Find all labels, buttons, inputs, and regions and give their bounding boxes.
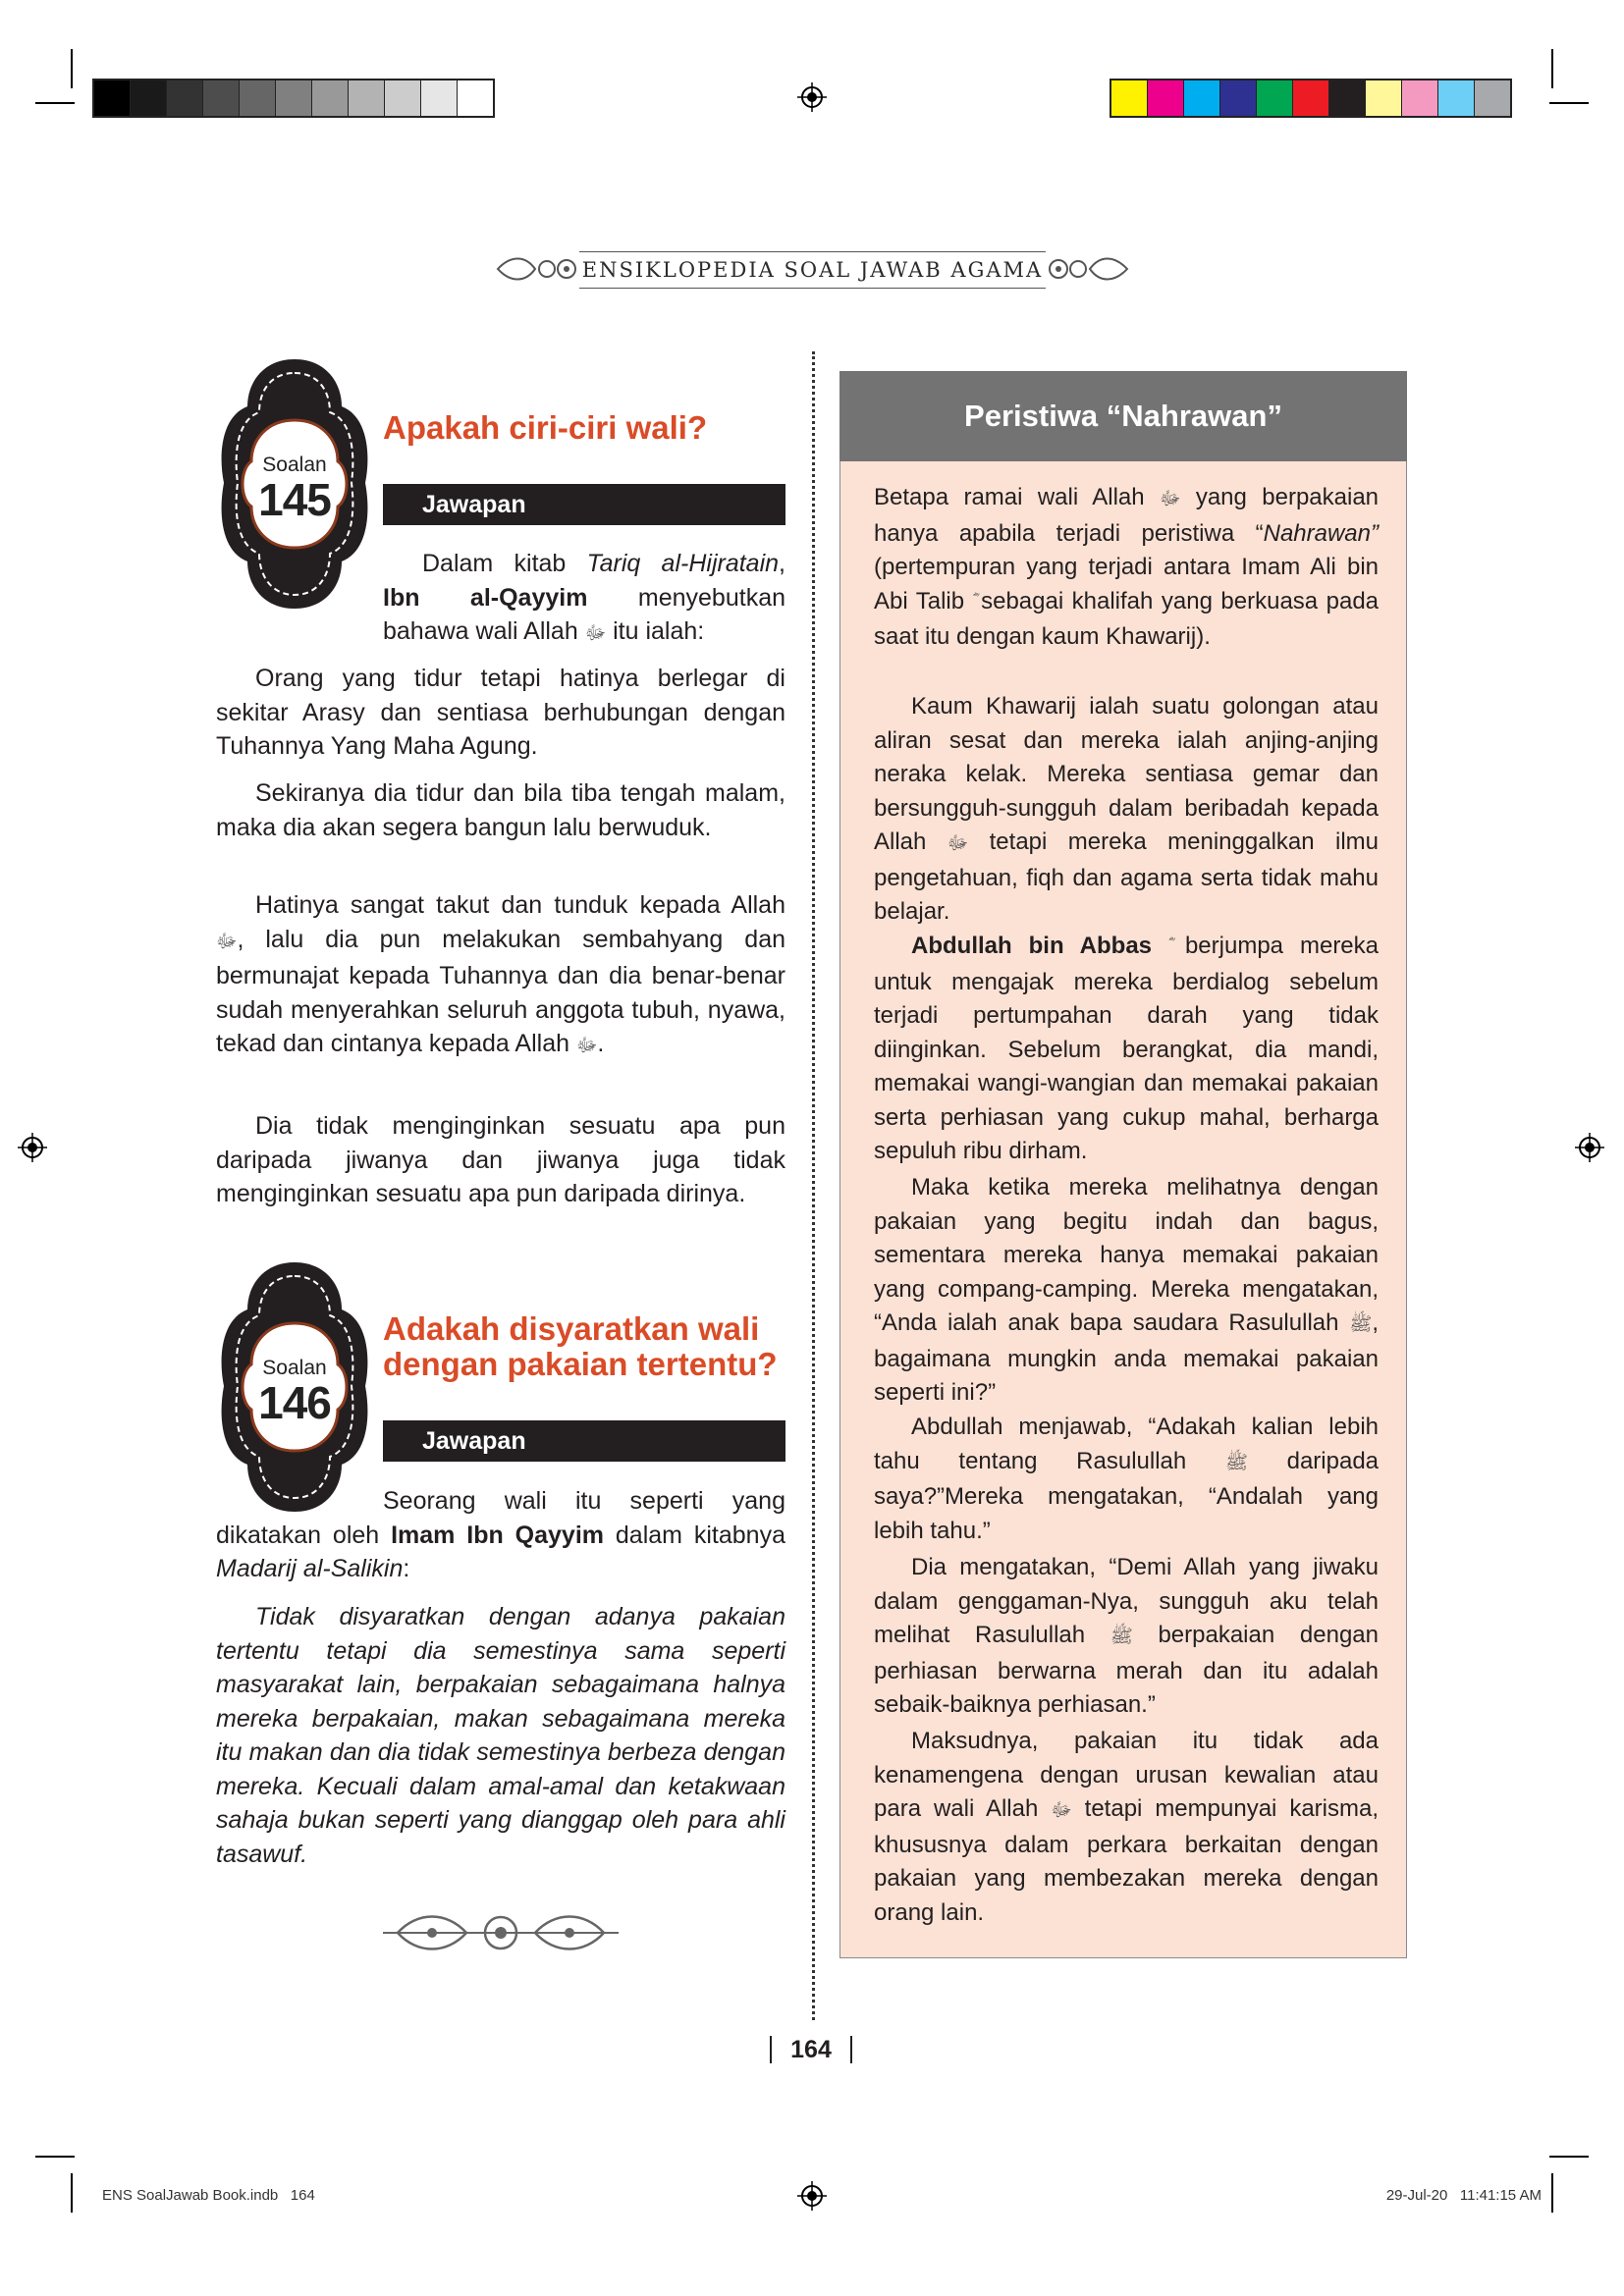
question-number: 145 [258,474,331,525]
crop-mark [1551,49,1553,88]
gray-swatch [131,80,167,116]
color-swatch [1475,80,1510,116]
paragraph-text: Maksudnya, pakaian itu tidak ada kenamengena dengan urusan kewalian atau para wali Allah [874,1728,1379,1822]
gray-swatch [421,80,458,116]
sidebar-paragraph [874,1551,1379,1723]
paragraph-text: Maka ketika mereka melihatnya dengan pakaian yang begitu indah dan bagus, sementara mereka hanya memakai pakaian yang compang-camping. Mereka mengatakan, “Anda ialah anak bapa saudara Rasulullah [874,1174,1379,1336]
gray-swatch [94,80,131,116]
color-swatch [1111,80,1148,116]
author-name: Imam Ibn Qayyim [391,1521,604,1549]
crop-mark [1549,102,1589,104]
gray-swatch [312,80,349,116]
paragraph-text: , bagaimana mungkin anda memakai pakaian seperti ini?” [874,1309,1379,1406]
question-badge [216,355,373,613]
page-number: 164 [766,2030,856,2069]
slug-time: 11:41:15 AM [1459,2187,1542,2204]
color-swatch [1329,80,1366,116]
honorific-icon: ﷻ [584,623,607,644]
crop-mark [1549,2156,1589,2158]
section-end-ornament-icon [378,1906,623,1959]
answer-label-bar: Jawapan [383,484,785,525]
paragraph-text: Abdullah menjawab, “Adakah kalian lebih tahu tentang Rasulullah [874,1414,1379,1474]
paragraph-text: tetapi mempunyai karisma, khususnya dalam perkara berkaitan dengan pakaian yang membezakan mereka dengan orang lain. [874,1795,1379,1926]
color-swatch [1184,80,1220,116]
person-name: Abdullah bin Abbas [911,933,1153,959]
paragraph-text: sebagai khalifah yang berkuasa pada saat itu dengan kaum Khawarij). [874,587,1380,650]
answer-paragraph: Orang yang tidur tetapi hatinya berlegar di sekitar Arasy dan sentiasa berhubungan dengan Tuhannya Yang Maha Agung. [216,665,785,760]
question-number: 146 [258,1377,331,1428]
paragraph-text: yang berpakaian hanya apabila terjadi peristiwa “ [874,484,1380,547]
color-swatch [1220,80,1257,116]
sidebar-paragraph [874,1171,1379,1411]
badge-label: Soalan [262,1357,327,1379]
crop-mark [71,2173,73,2213]
gray-swatch [458,80,493,116]
crop-mark [1551,2173,1553,2213]
question-intro [216,1484,785,1586]
color-swatch [1293,80,1329,116]
ornament-right-icon [1046,253,1129,285]
answer-paragraph: Dia tidak menginginkan sesuatu apa pun daripada jiwanya dan jiwanya juga tidak menginginkan sesuatu apa pun daripada dirinya. [216,1112,785,1207]
crop-mark [35,2156,75,2158]
ornament-left-icon [496,253,579,285]
color-swatch [1438,80,1475,116]
intro-text: menyebutkan bahawa wali Allah [383,583,785,645]
column-divider [812,351,815,2020]
intro-text: , [779,550,785,577]
paragraph-text: , lalu dia pun melakukan sembahyang dan bermunajat kepada Tuhannya dan dia benar-benar sudah menyerahkan seluruh anggota tubuh, nyawa, tekad dan cintanya kepada Allah [216,925,785,1057]
paragraph-text: . [597,1030,605,1057]
running-header-title: ENSIKLOPEDIA SOAL JAWAB AGAMA [579,251,1046,289]
gray-swatch [240,80,276,116]
honorific-icon: ﷻ [947,833,969,854]
crop-mark [35,102,75,104]
sidebar-paragraph [874,1725,1379,1930]
paragraph-text: berpakaian dengan perhiasan berwarna merah dan itu adalah sebaik-baiknya perhiasan.” [874,1622,1379,1718]
question-intro [383,547,785,652]
slug-file-info [102,2187,315,2204]
slug-filename: ENS SoalJawab Book.indb [102,2187,279,2204]
honorific-icon: ﷺ [1349,1314,1373,1335]
slug-timestamp [1386,2187,1542,2204]
badge-label: Soalan [262,454,327,476]
honorific-icon: ﷻ [575,1036,598,1056]
paragraph-text: Betapa ramai wali Allah [874,484,1145,510]
paragraph-text: Dia mengatakan, “Demi Allah yang jiwaku dalam genggaman-Nya, sungguh aku telah melihat Rasulullah [874,1554,1379,1648]
honorific-icon: ﷺ [1224,1452,1248,1473]
answer-paragraph: Sekiranya dia tidur dan bila tiba tengah malam, maka dia akan segera bangun lalu berwuduk. [216,779,785,841]
grayscale-color-bar [92,79,495,118]
honorific-icon: ﷺ [1110,1627,1133,1647]
answer-paragraph [216,888,785,1064]
question-title [383,1311,778,1382]
color-swatch [1366,80,1402,116]
sidebar-paragraph [874,481,1379,655]
honorific-icon: ﷻ [1160,489,1181,509]
question-title-line: Adakah disyaratkan wali [383,1310,760,1347]
answer-label-bar: Jawapan [383,1420,785,1462]
process-color-bar [1110,79,1512,118]
honorific-icon: ﷻ [216,931,238,952]
intro-text: Seorang wali itu seperti yang dikatakan oleh [216,1487,785,1549]
intro-text: : [403,1555,410,1582]
color-swatch [1402,80,1438,116]
registration-mark-icon [797,2181,827,2211]
gray-swatch [385,80,421,116]
question-badge [216,1258,373,1516]
question-title-line: dengan pakaian tertentu? [383,1346,778,1382]
gray-swatch [203,80,240,116]
question-title: Apakah ciri-ciri wali? [383,409,708,446]
crop-mark [71,49,73,88]
gray-swatch [349,80,385,116]
sidebar-paragraph [874,1411,1379,1548]
paragraph-text: (pertempuran yang terjadi antara Imam Ali bin Abi Talib [874,554,1379,614]
sidebar-title: Peristiwa “Nahrawan” [839,371,1407,461]
sidebar-paragraph [874,690,1379,930]
paragraph-text: daripada saya?”Mereka mengatakan, “Andalah yang lebih tahu.” [874,1447,1380,1544]
paragraph-text: tetapi mereka meninggalkan ilmu pengetahuan, fiqh dan agama serta tidak mahu belajar. [874,828,1379,925]
registration-mark-icon [18,1133,47,1162]
book-title: Tariq al-Hijratain [586,550,780,577]
author-name: Ibn al-Qayyim [383,583,588,612]
paragraph-text: berjumpa mereka untuk mengajak mereka berdialog sebelum terjadi pertumpahan darah yang tidak diinginkan. Sebelum berangkat, dia mandi, memakai wangi-wangian dan memakai pakaian serta perhiasan yang cukup mahal, berharga sepuluh ribu dirham. [874,933,1380,1164]
slug-date: 29-Jul-20 [1385,2187,1448,2204]
intro-text: itu ialah: [606,617,705,645]
event-name: Nahrawan” [1263,519,1379,547]
slug-page: 164 [290,2187,315,2204]
intro-text: dalam kitabnya [604,1521,785,1549]
paragraph-text: Hatinya sangat takut dan tunduk kepada Allah [255,891,785,919]
registration-mark-icon [797,82,827,112]
running-header [496,251,1129,287]
quotation: Tidak disyaratkan dengan adanya pakaian tertentu tetapi dia semestinya sama seperti masyarakat lain, berpakaian sebagaimana halnya mereka berpakaian, makan sebagaimana mereka itu makan dan dia tidak semestinya berbeza dengan mereka. Kecuali dalam amal-amal dan ketakwaan sahaja bukan seperti yang dianggap oleh para ahli tasawuf. [216,1603,785,1868]
gray-swatch [276,80,312,116]
gray-swatch [167,80,203,116]
sidebar-paragraph [874,930,1379,1169]
color-swatch [1257,80,1293,116]
registration-mark-icon [1575,1133,1604,1162]
paragraph-text: Kaum Khawarij ialah suatu golongan atau aliran sesat dan mereka ialah anjing-anjing neraka kelak. Mereka sentiasa gemar dan bersungguh-sungguh dalam beribadah kepada Allah [874,693,1379,855]
color-swatch [1148,80,1184,116]
book-title: Madarij al-Salikin [216,1555,404,1582]
honorific-icon: ﷻ [1051,1800,1072,1821]
intro-text: Dalam kitab [422,550,587,577]
